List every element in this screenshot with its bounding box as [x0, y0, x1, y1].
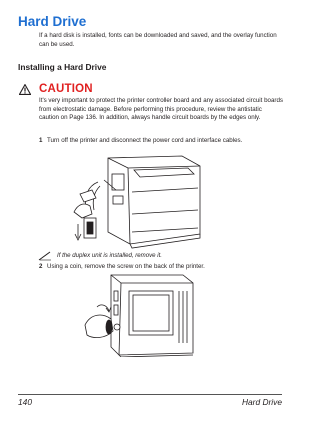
footer-section-name: Hard Drive	[241, 397, 282, 407]
footer-page-number: 140	[18, 397, 32, 407]
step-text: Using a coin, remove the screw on the back of the printer.	[47, 263, 205, 270]
step-1	[39, 137, 283, 146]
step-2	[39, 263, 283, 272]
step-number: 1	[39, 137, 43, 144]
note-text: If the duplex unit is installed, remove it.	[57, 252, 163, 259]
warning-triangle-icon	[19, 84, 31, 95]
printer-disconnect-illustration	[70, 152, 205, 249]
section-heading: Installing a Hard Drive	[18, 62, 107, 72]
footer-divider	[18, 394, 282, 395]
step-number: 2	[39, 263, 43, 270]
page-title: Hard Drive	[18, 14, 87, 29]
step-text: Turn off the printer and disconnect the power cord and interface cables.	[47, 137, 243, 144]
remove-screw-illustration	[83, 273, 195, 357]
caution-text: It's very important to protect the printer controller board and any associated circuit boards from electrostatic damage. Before performing this procedure, review the antistatic caution on Page 136. In addition, always handle circuit boards by the edges only.	[39, 97, 283, 122]
intro-paragraph: If a hard disk is installed, fonts can be downloaded and saved, and the overlay function can be used.	[39, 32, 277, 48]
caution-title: CAUTION	[39, 83, 93, 95]
note-pencil-icon	[38, 251, 52, 261]
